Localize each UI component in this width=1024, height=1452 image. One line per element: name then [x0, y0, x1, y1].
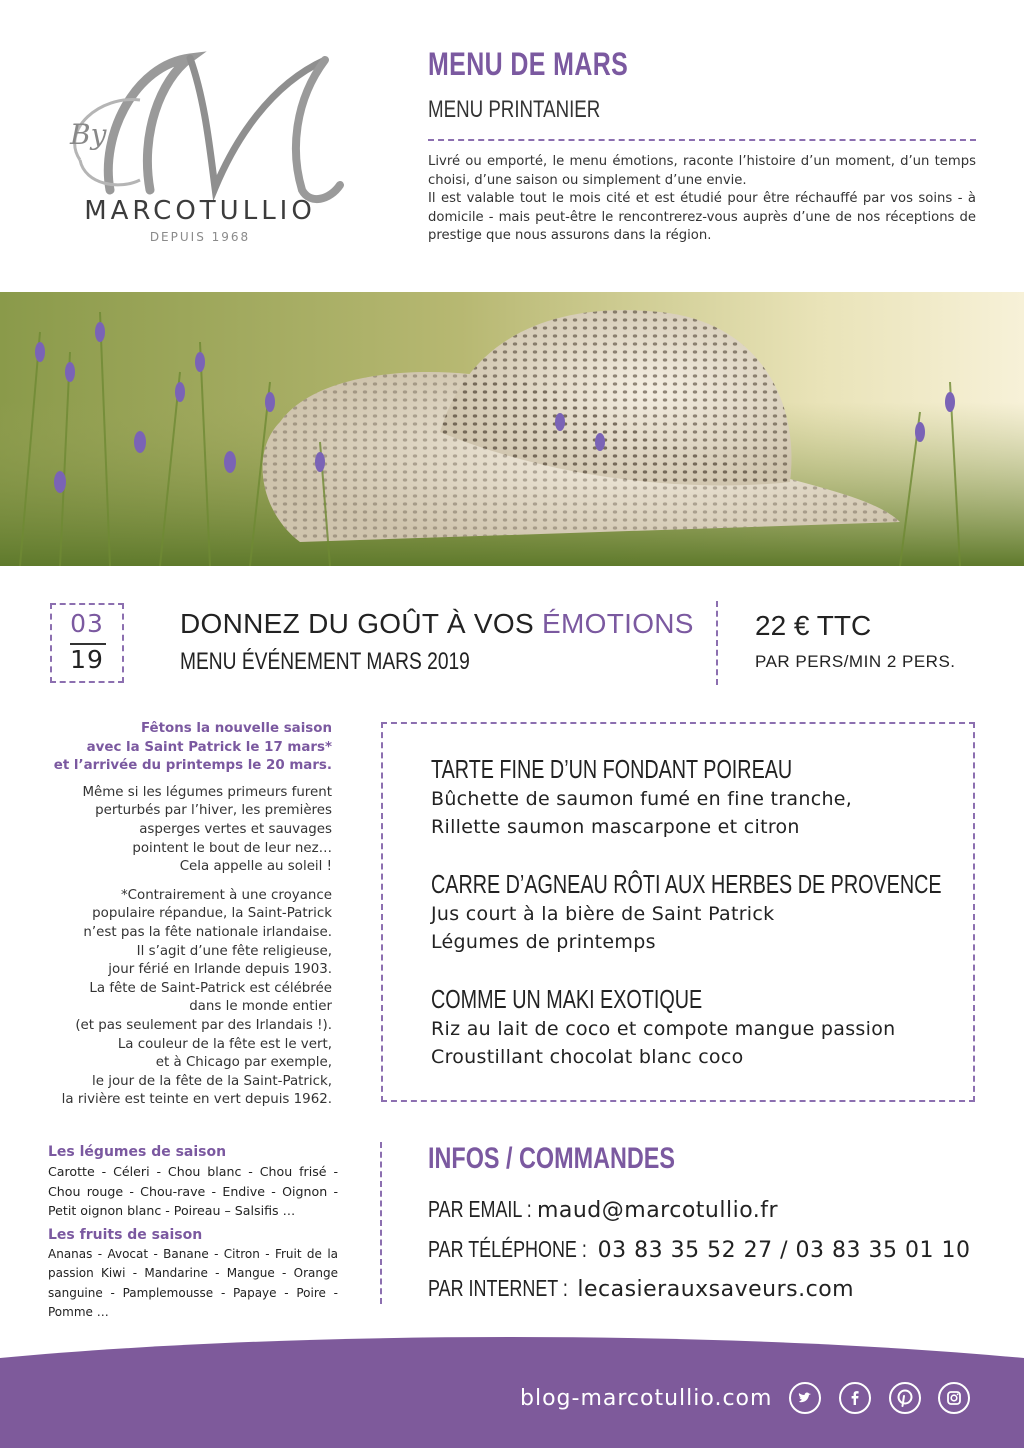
story-lead-line: avec la Saint Patrick le 17 mars* — [86, 739, 332, 755]
contact-phone-label: PAR TÉLÉPHONE : — [428, 1236, 587, 1262]
dish-starter — [431, 754, 906, 841]
intro-text — [428, 153, 976, 246]
price: 22 € TTC — [755, 610, 872, 641]
headline-text: DONNEZ DU GOÛT À VOS — [180, 608, 543, 639]
story-line: La fête de Saint-Patrick est célébrée — [89, 980, 332, 996]
intro-paragraph: Il est valable tout le mois cité et est étudié pour être réchauffé par vos soins - à domicile - mais peut-être le rencontrerez-vous auprès d’une de nos réceptions de prestige que nous assurons dans la région. — [428, 191, 976, 243]
season-divider — [380, 1142, 382, 1304]
story-line: la rivière est teinte en vert depuis 1962. — [61, 1092, 332, 1108]
banner-image — [0, 292, 1024, 566]
date-badge — [50, 603, 124, 683]
instagram-icon[interactable] — [938, 1382, 970, 1414]
price-divider — [716, 601, 718, 685]
menu-box — [381, 722, 975, 1102]
story-paragraph — [40, 887, 332, 1110]
dish-dessert — [431, 984, 895, 1071]
story-line: n’est pas la fête nationale irlandaise. — [83, 924, 332, 940]
date-month: 03 — [70, 609, 104, 638]
story-line: dans le monde entier — [189, 999, 332, 1015]
story-line: le jour de la fête de la Saint-Patrick, — [92, 1073, 332, 1089]
fruits-list: Ananas - Avocat - Banane - Citron - Fruit de la passion Kiwi - Mandarine - Mangue - Orange sanguine - Pamplemousse - Papaye - Poire - Pomme … — [48, 1246, 338, 1319]
blog-link[interactable]: blog-marcotullio.com — [520, 1386, 773, 1411]
price-note: PAR PERS/MIN 2 PERS. — [755, 652, 956, 671]
dish-title: COMME UN MAKI EXOTIQUE — [431, 984, 703, 1014]
logo-by: By — [70, 118, 107, 151]
story-line: Même si les légumes primeurs furent — [82, 784, 332, 800]
email-link[interactable]: maud@marcotullio.fr — [536, 1198, 779, 1223]
dish-line: Croustillant chocolat blanc coco — [431, 1046, 744, 1068]
event-headline — [180, 608, 694, 640]
header-divider — [428, 139, 976, 141]
story-paragraph — [40, 784, 332, 877]
story-line: perturbés par l’hiver, les premières — [95, 803, 332, 819]
story-line: Il s’agit d’une fête religieuse, — [136, 943, 332, 959]
story-line: jour férié en Irlande depuis 1903. — [108, 962, 332, 978]
dish-line: Jus court à la bière de Saint Patrick — [431, 903, 775, 925]
story-line: pointent le bout de leur nez… — [132, 840, 332, 856]
contact-web-label: PAR INTERNET : — [428, 1275, 568, 1301]
date-year: 19 — [70, 645, 104, 674]
dish-title: TARTE FINE D’UN FONDANT POIREAU — [431, 754, 793, 784]
intro-paragraph: Livré ou emporté, le menu émotions, raconte l’histoire d’un moment, d’un temps choisi, d’une saison ou simplement d’une envie. — [428, 154, 976, 188]
contact-email-label: PAR EMAIL : — [428, 1196, 532, 1222]
menu-subtitle: MENU PRINTANIER — [428, 96, 601, 123]
story-line: *Contrairement à une croyance — [120, 887, 332, 903]
footer — [0, 1330, 1024, 1448]
contact-phone — [428, 1236, 970, 1263]
story-line: et à Chicago par exemple, — [155, 1055, 332, 1071]
story-lead-line: Fêtons la nouvelle saison — [140, 721, 332, 736]
contact-email — [428, 1196, 778, 1223]
headline-accent: ÉMOTIONS — [542, 608, 694, 639]
dish-title: CARRE D’AGNEAU RÔTI AUX HERBES DE PROVENCE — [431, 869, 942, 899]
event-subtitle: MENU ÉVÉNEMENT MARS 2019 — [180, 648, 470, 675]
story-line: Cela appelle au soleil ! — [179, 859, 332, 875]
contact-web — [428, 1275, 854, 1302]
pinterest-icon[interactable] — [889, 1382, 921, 1414]
seasonal-products — [48, 1142, 338, 1323]
dish-line: Légumes de printemps — [431, 931, 656, 953]
dish-line: Bûchette de saumon fumé en fine tranche, — [431, 788, 853, 810]
vegetables-list: Carotte - Céleri - Chou blanc - Chou frisé - Chou rouge - Chou-rave - Endive - Oignon - Petit oignon blanc - Poireau – Salsifis … — [48, 1164, 338, 1218]
twitter-icon[interactable] — [789, 1382, 821, 1414]
story-line: (et pas seulement par des Irlandais !). — [75, 1017, 332, 1033]
story-column — [40, 720, 332, 1120]
menu-title: MENU DE MARS — [428, 46, 629, 82]
story-lead-line: et l’arrivée du printemps le 20 mars. — [53, 758, 332, 774]
facebook-icon[interactable] — [839, 1382, 871, 1414]
fruits-title: Les fruits de saison — [48, 1226, 203, 1243]
phone-link[interactable]: 03 83 35 52 27 / 03 83 35 01 10 — [597, 1238, 971, 1263]
website-link[interactable]: lecasierauxsaveurs.com — [577, 1277, 855, 1302]
infos-title: INFOS / COMMANDES — [428, 1142, 676, 1175]
brand-name: MARCOTULLIO — [84, 196, 316, 226]
story-line: La couleur de la fête est le vert, — [117, 1036, 332, 1052]
dish-line: Rillette saumon mascarpone et citron — [431, 816, 800, 838]
brand-since: DEPUIS 1968 — [149, 230, 251, 244]
story-lead — [40, 720, 332, 776]
story-line: populaire répandue, la Saint-Patrick — [92, 906, 332, 922]
vegetables-title: Les légumes de saison — [48, 1144, 227, 1160]
dish-main — [431, 869, 1024, 956]
dish-line: Riz au lait de coco et compote mangue passion — [431, 1018, 896, 1040]
story-line: asperges vertes et sauvages — [139, 821, 332, 837]
